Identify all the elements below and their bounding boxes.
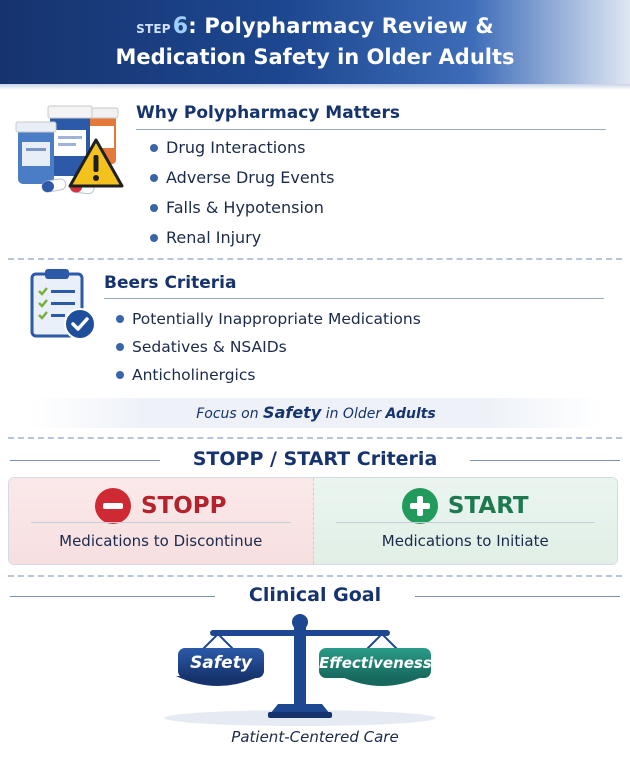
stopp-start-panel: [8, 477, 618, 565]
list-item-text: Sedatives & NSAIDs: [132, 338, 287, 356]
section-divider: [8, 258, 622, 260]
header-banner: [0, 0, 630, 84]
focus-text-pre: Focus on: [196, 406, 264, 422]
focus-safety-banner: [30, 398, 602, 428]
title-side-line-right: [415, 596, 620, 597]
start-label: START: [447, 493, 529, 519]
list-item: [116, 338, 287, 356]
section-divider: [8, 437, 622, 439]
stopp-heading: [9, 488, 313, 524]
title-line1-text: : Polypharmacy Review &: [188, 14, 494, 38]
list-item: [150, 138, 305, 157]
list-item-text: Falls & Hypotension: [166, 198, 324, 217]
focus-text-adults: Adults: [385, 406, 436, 422]
start-heading: [314, 488, 618, 524]
step-number: 6: [172, 14, 189, 39]
focus-text-safety: Safety: [263, 403, 322, 422]
start-description: Medications to Initiate: [381, 532, 549, 550]
minus-circle-icon: [95, 488, 131, 524]
header-title-line2: Medication Safety in Older Adults: [115, 45, 515, 69]
stopp-panel: [9, 478, 314, 564]
start-panel: [314, 478, 618, 564]
bullet-dot-icon: [116, 315, 124, 323]
bullet-dot-icon: [150, 174, 158, 182]
step-label: STEP: [136, 22, 171, 36]
list-item: [116, 366, 255, 384]
patient-centered-caption: Patient-Centered Care: [231, 728, 399, 746]
stopp-label: STOPP: [140, 493, 227, 519]
list-item-text: Drug Interactions: [166, 138, 306, 157]
bullet-dot-icon: [150, 144, 158, 152]
stopp-start-title: STOPP / START Criteria: [192, 448, 438, 470]
list-item: [150, 168, 334, 187]
safety-label-pill: Safety: [178, 648, 264, 678]
why-polypharmacy-title: Why Polypharmacy Matters: [136, 103, 400, 123]
plus-circle-icon: [402, 488, 438, 524]
list-item: [150, 198, 324, 217]
header-shadow: [0, 84, 630, 90]
section-divider: [8, 575, 622, 577]
title-side-line-right: [470, 460, 620, 461]
bullet-dot-icon: [116, 371, 124, 379]
list-item-text: Potentially Inappropriate Medications: [132, 310, 421, 328]
start-rule: [336, 522, 596, 523]
stopp-rule: [31, 522, 291, 523]
bullet-dot-icon: [150, 234, 158, 242]
bullet-dot-icon: [116, 343, 124, 351]
clipboard-checklist-icon: [28, 266, 100, 342]
list-item: [116, 310, 421, 328]
bullet-dot-icon: [150, 204, 158, 212]
effectiveness-label-pill: Effectiveness: [319, 648, 431, 678]
clinical-goal-title: Clinical Goal: [248, 584, 382, 606]
list-item: [150, 228, 261, 247]
beers-title-rule: [104, 298, 604, 299]
list-item-text: Adverse Drug Events: [166, 168, 335, 187]
list-item-text: Renal Injury: [166, 228, 262, 247]
focus-text-mid: in Older: [321, 406, 386, 422]
beers-criteria-title: Beers Criteria: [104, 273, 237, 293]
stopp-description: Medications to Discontinue: [59, 532, 263, 550]
list-item-text: Anticholinergics: [132, 366, 256, 384]
why-title-rule: [136, 129, 606, 130]
medication-bottles-warning-icon: [14, 100, 124, 200]
header-title-line1: [0, 14, 630, 39]
